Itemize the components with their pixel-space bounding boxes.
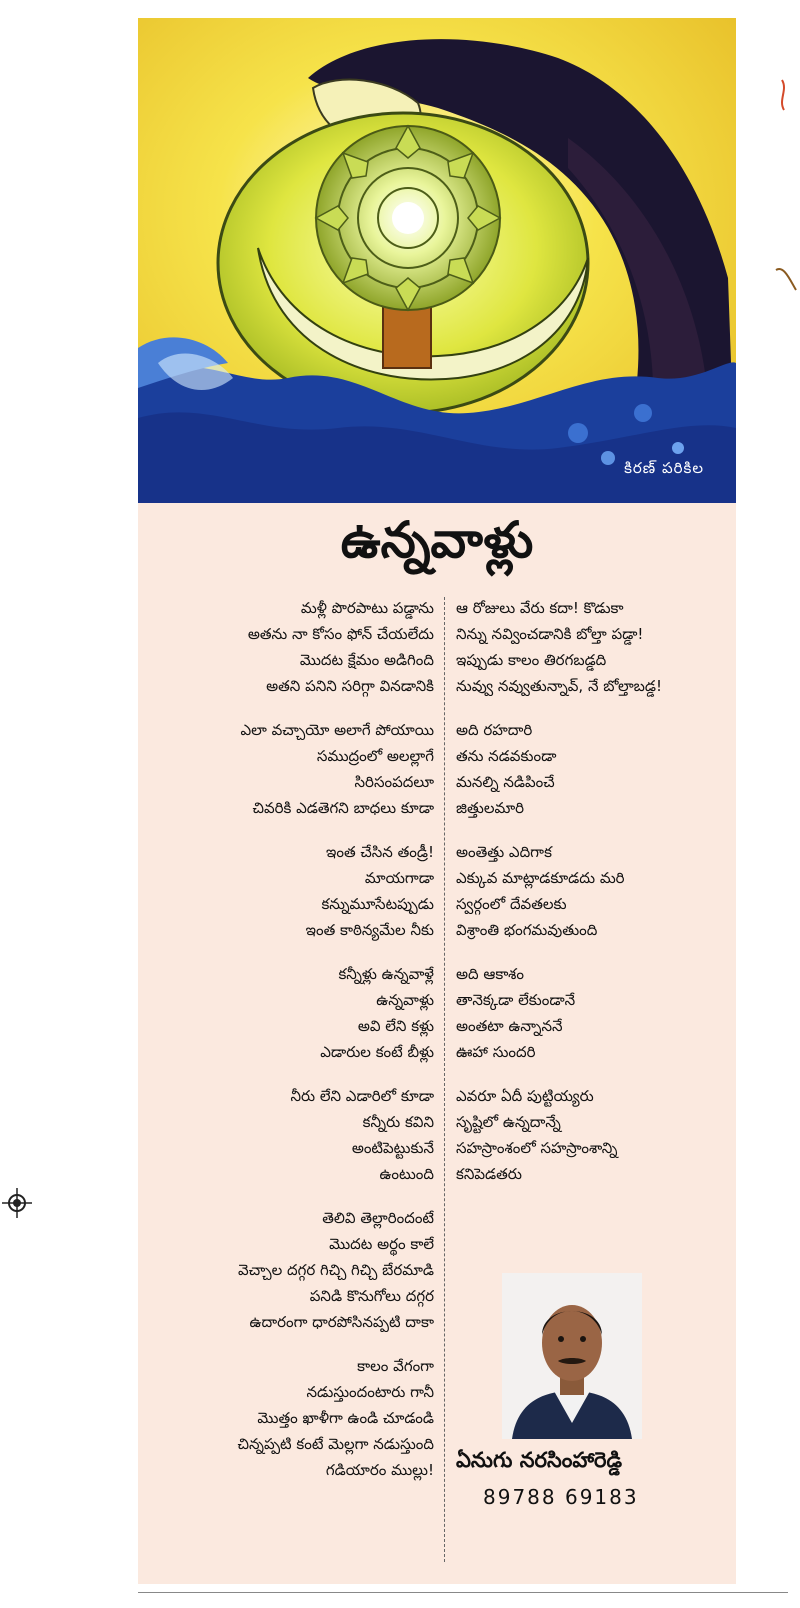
poem-illustration: [138, 18, 736, 503]
poem-line: కన్నీరు కవిని: [362, 1113, 434, 1131]
poem-right-column: [456, 595, 726, 1205]
poem-line: ఉంటుంది: [379, 1165, 434, 1183]
stanza: [148, 1353, 434, 1483]
poem-line: నడుస్తుందంటారు గానీ: [306, 1383, 434, 1401]
poem-line: స్వర్గంలో దేవతలకు: [456, 895, 567, 913]
poem-line: ఎక్కువ మాట్లాడకూడదు మరి: [456, 869, 625, 887]
author-phone: 89788 69183: [483, 1485, 639, 1509]
poem-line: మళ్లీ పొరపాటు పడ్డాను: [300, 599, 434, 617]
poem-line: మాయగాడా: [364, 869, 434, 887]
poem-line: అంతటా ఉన్నాననే: [456, 1017, 563, 1035]
poem-line: ఇంత కాఠిన్యమేల నీకు: [305, 921, 434, 939]
stanza: [148, 961, 434, 1065]
poem-line: వెచ్చాల దగ్గర గిచ్చి గిచ్చి బేరమాడి: [238, 1261, 434, 1279]
poem-line: ఎడారుల కంటే బీళ్లు: [320, 1043, 434, 1061]
stanza: [148, 717, 434, 821]
stanza: [148, 1205, 434, 1335]
poem-title: ఉన్నవాళ్లు: [340, 511, 534, 569]
poem-line: విశ్రాంతి భంగమవుతుంది: [456, 921, 598, 939]
poem-line: నిన్ను నవ్వించడానికి బోల్తా పడ్డా!: [456, 625, 644, 643]
poem-line: పనిడి కొనుగోలు దగ్గర: [309, 1287, 434, 1305]
poem-line: కనిపెడతరు: [456, 1165, 522, 1183]
stanza: [456, 717, 726, 821]
stanza: [148, 1083, 434, 1187]
author-portrait: [502, 1273, 642, 1439]
poem-line: అది రహదారి: [456, 721, 533, 739]
registration-mark-icon: [2, 1188, 32, 1218]
poem-line: మొత్తం ఖాళీగా ఉండి చూడండి: [257, 1409, 434, 1427]
author-photo: [502, 1273, 642, 1439]
poem-line: అతను నా కోసం ఫోన్ చేయలేదు: [247, 625, 434, 643]
stanza: [456, 961, 726, 1065]
poem-line: అంటిపెట్టుకునే: [351, 1139, 434, 1157]
poem-line: ఇంత చేసిన తండ్రీ!: [326, 843, 434, 861]
poem-line: ఎలా వచ్చాయో అలాగే పోయాయి: [240, 721, 434, 739]
poem-line: సృష్టిలో ఉన్నదాన్నే: [456, 1113, 561, 1131]
author-name: ఏనుగు నరసింహారెడ్డి: [456, 1448, 623, 1472]
poem-line: చివరికి ఎడతెగని బాధలు కూడా: [252, 799, 434, 817]
poem-line: అతని పనిని సరిగ్గా వినడానికి: [266, 677, 434, 695]
poem-line: గడియారం ముల్లు!: [325, 1461, 434, 1479]
poem-line: తెలివి తెల్లారిందంటే: [322, 1209, 434, 1227]
bottom-rule: [138, 1592, 788, 1593]
poem-line: కన్నుమూసేటప్పుడు: [321, 895, 434, 913]
poem-line: కన్నీళ్లు ఉన్నవాళ్లే: [338, 965, 434, 983]
poem-line: తానెక్కడా లేకుండానే: [456, 991, 576, 1009]
poem-line: ఇప్పుడు కాలం తిరగబడ్డది: [456, 651, 607, 669]
poem-line: ఉదారంగా ధారపోసినప్పటి దాకా: [249, 1313, 434, 1331]
poem-line: అది ఆకాశం: [456, 965, 525, 983]
poem-line: మొదట క్షేమం అడిగింది: [299, 651, 434, 669]
stanza: [148, 839, 434, 943]
stanza: [456, 595, 726, 699]
poem-line: సిరిసంపదలూ: [354, 773, 434, 791]
poem-left-column: [148, 595, 434, 1501]
illustration-painting: [138, 18, 736, 503]
poem-line: కాలం వేగంగా: [357, 1357, 434, 1375]
poem-line: ఊహా సుందరి: [456, 1043, 536, 1061]
stanza: [456, 1083, 726, 1187]
poem-line: మనల్ని నడిపించే: [456, 773, 555, 791]
poem-panel: [138, 503, 736, 1584]
poem-line: సహస్రాంశంలో సహస్రాంశాన్ని: [456, 1139, 618, 1157]
poem-line: ఆ రోజులు వేరు కదా! కొడుకా: [456, 599, 624, 617]
poem-line: మొదట అర్థం కాలే: [329, 1235, 434, 1253]
stanza: [148, 595, 434, 699]
edge-decoration: [770, 40, 800, 300]
poem-line: చిన్నప్పటి కంటే మెల్లగా నడుస్తుంది: [237, 1435, 434, 1453]
stanza: [456, 839, 726, 943]
poem-line: ఉన్నవాళ్లు: [376, 991, 434, 1009]
poem-line: నీరు లేని ఎడారిలో కూడా: [290, 1087, 434, 1105]
poem-line: తను నడవకుండా: [456, 747, 557, 765]
poem-line: సముద్రంలో అలల్లాగే: [316, 747, 434, 765]
artist-credit: కిరణ్ పరికిల: [624, 459, 704, 477]
poem-line: నువ్వు నవ్వుతున్నావ్, నే బోల్తాబడ్డ!: [456, 677, 663, 695]
poem-line: అంతెత్తు ఎదిగాక: [456, 843, 552, 861]
poem-line: ఎవరూ ఏదీ పుట్టియ్యరు: [456, 1087, 594, 1105]
poem-line: అవి లేని కళ్లు: [357, 1017, 434, 1035]
column-divider: [444, 597, 445, 1562]
poem-line: జిత్తులమారి: [456, 799, 525, 817]
